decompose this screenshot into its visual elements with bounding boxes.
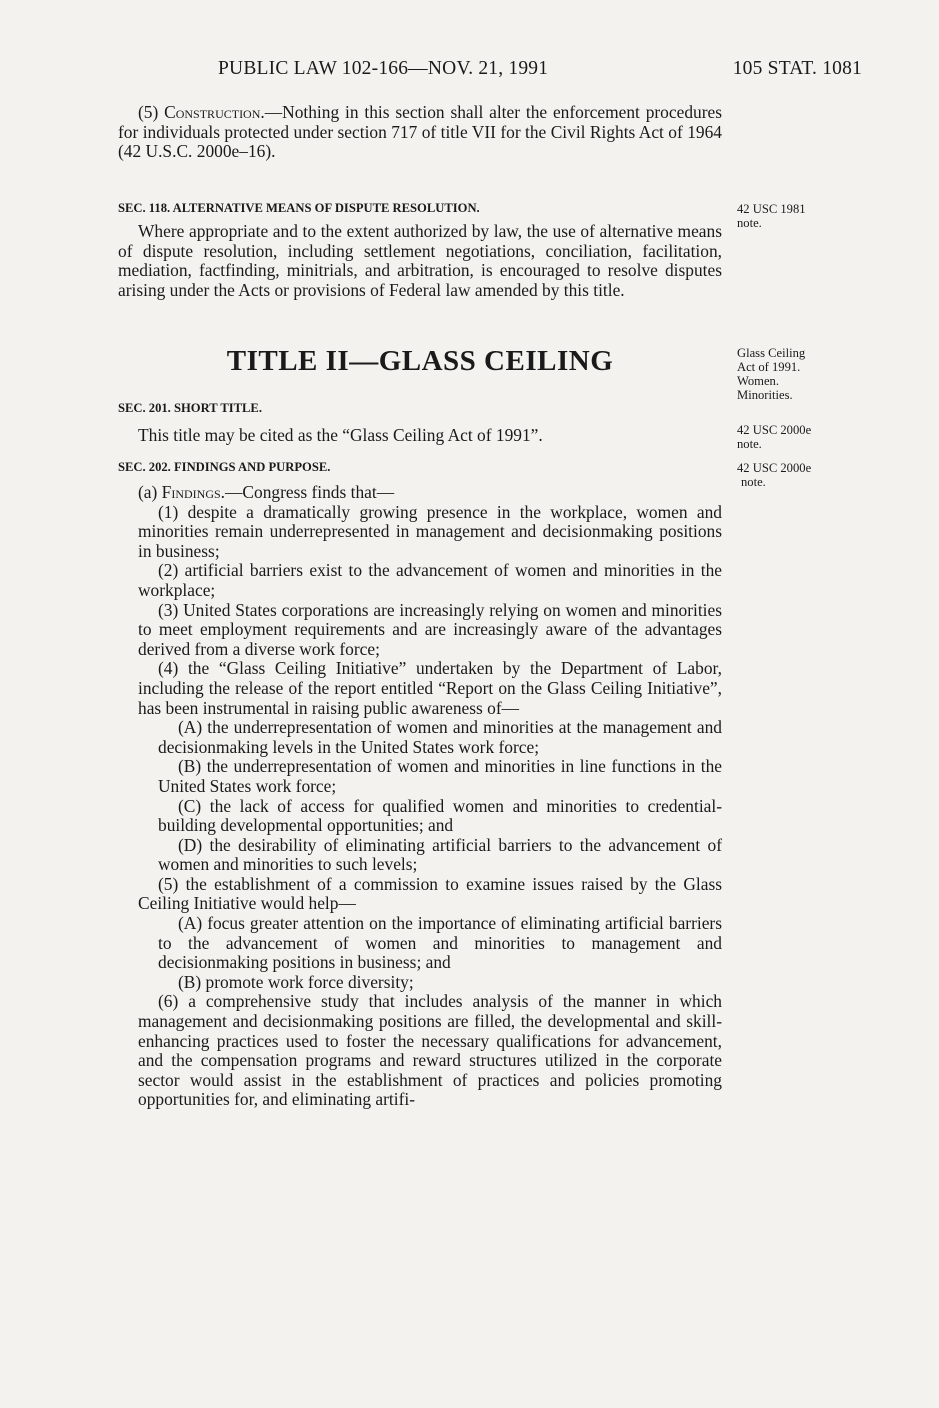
finding-6: (6) a comprehensive study that includes analysis of the manner in which management and decisionmaking positions are filled, the developmental and skill-enhancing practices used to foster the necessary qualifications for advancement, and the compensation programs and reward structures utilized in the corporate sector would assist in the establishment of practices and policies promoting opportunities for, and eliminating artifi-	[138, 991, 722, 1110]
section-118	[118, 200, 722, 300]
finding-1: (1) despite a dramatically growing presence in the workplace, women and minorities remain underrepresented in management and decisionmaking positions in business;	[138, 501, 722, 561]
finding-5a: (A) focus greater attention on the importance of eliminating artificial barriers to the advancement of women and minorities to management and decisionmaking positions in business; and	[158, 913, 722, 973]
construction-label: Construction	[164, 102, 261, 122]
section-201-heading: SEC. 201. SHORT TITLE.	[118, 401, 262, 415]
margin-note-42usc2000e-b: 42 USC 2000e note.	[737, 461, 812, 489]
finding-4d: (D) the desirability of eliminating artificial barriers to the advancement of women and minorities to such levels;	[158, 834, 722, 875]
section-201	[118, 400, 722, 446]
finding-3: (3) United States corporations are increasingly relying on women and minorities to meet employment requirements and are increasingly aware of the advantages derived from a diverse work force;	[138, 599, 722, 659]
section-118-text: Where appropriate and to the extent authorized by law, the use of alternative means of dispute resolution, including settlement negotiations, conciliation, facilitation, mediation, factfinding, minitrials, and arbitration, is encouraged to resolve disputes arising under the Acts or provisions of Federal law amended by this title.	[118, 221, 722, 300]
finding-5b: (B) promote work force diversity;	[178, 971, 414, 992]
finding-4: (4) the “Glass Ceiling Initiative” undertaken by the Department of Labor, including the release of the report entitled “Report on the Glass Ceiling Initiative”, has been instrumental in raising public awareness of—	[138, 658, 722, 718]
finding-5: (5) the establishment of a commission to examine issues raised by the Glass Ceiling Initiative would help—	[138, 873, 722, 914]
section-202	[118, 459, 722, 1110]
title-ii	[118, 344, 722, 378]
title-ii-heading: TITLE II—GLASS CEILING	[226, 345, 614, 377]
header-stat-page: 105 STAT. 1081	[732, 58, 862, 79]
finding-2: (2) artificial barriers exist to the advancement of women and minorities in the workplace;	[138, 560, 722, 600]
construction-paragraph: (5) Construction.—Nothing in this section shall alter the enforcement procedures for individuals protected under section 717 of title VII for the Civil Rights Act of 1964 (42 U.S.C. 2000e–16).	[118, 102, 722, 162]
margin-note-42usc2000e-a: 42 USC 2000e note.	[737, 423, 812, 451]
section-118-heading: SEC. 118. ALTERNATIVE MEANS OF DISPUTE RESOLUTION.	[118, 201, 480, 215]
margin-note-glass-ceiling: Glass Ceiling Act of 1991. Women. Minorities.	[737, 346, 806, 402]
finding-4c: (C) the lack of access for qualified women and minorities to credential-building developmental opportunities; and	[158, 795, 722, 836]
margin-note-42usc1981: 42 USC 1981 note.	[737, 202, 806, 230]
header-law-date: PUBLIC LAW 102-166—NOV. 21, 1991	[218, 58, 549, 79]
section-201-text: This title may be cited as the “Glass Ceiling Act of 1991”.	[138, 425, 543, 445]
section-202-heading: SEC. 202. FINDINGS AND PURPOSE.	[118, 460, 331, 474]
finding-4a: (A) the underrepresentation of women and minorities at the management and decisionmaking levels in the United States work force;	[158, 717, 722, 757]
finding-4b: (B) the underrepresentation of women and minorities in line functions in the United States work force;	[158, 756, 722, 796]
findings-intro: (a) Findings.—Congress finds that—	[138, 482, 395, 502]
